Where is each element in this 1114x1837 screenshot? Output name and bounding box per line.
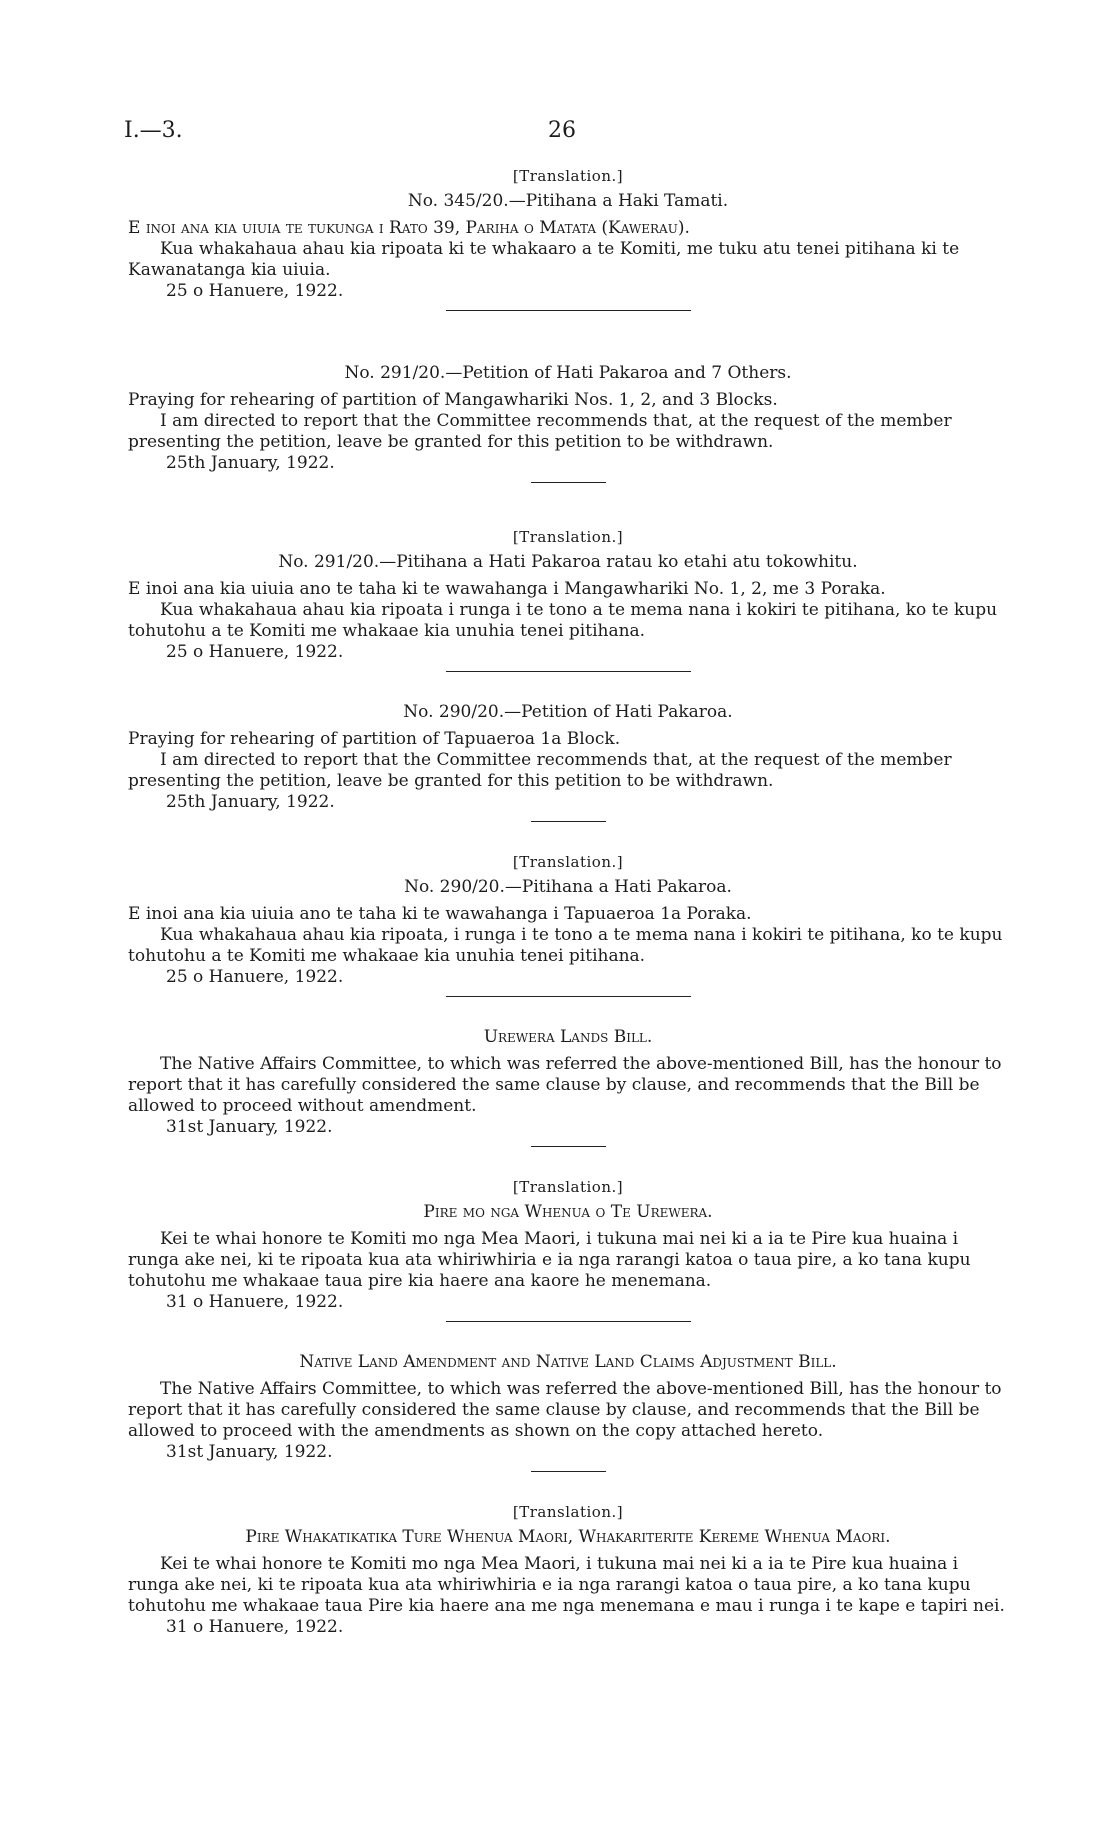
date-line: 25th January, 1922.: [166, 792, 335, 812]
report-text: I am directed to report that the Committee recommends that, at the request of the member presenting the petition, leave be granted for this petition to be withdrawn.: [128, 750, 952, 791]
section-title: Native Land Amendment and Native Land Claims Adjustment Bill.: [299, 1352, 837, 1372]
prayer-line: E inoi ana kia uiuia te tukunga i Rato 39, Pariha o Matata (Kawerau).: [128, 218, 690, 238]
section-urewera-bill: [128, 1027, 1008, 1147]
translation-label: [Translation.]: [512, 853, 624, 871]
date-line: 25th January, 1922.: [166, 453, 335, 473]
report-text: Kei te whai honore te Komiti mo nga Mea Maori, i tukuna mai nei ki a ia te Pire kua huaina i runga ake nei, ki te ripoata kua ata whiriwhiria e ia nga rarangi katoa o taua pire, a ko tana kupu tohutohu me whakaae taua Pire kia haere ana me nga menemana e mau i runga i te kape e tapiri nei.: [128, 1554, 1005, 1616]
page-number: 26: [548, 118, 576, 143]
report-text: Kei te whai honore te Komiti mo nga Mea Maori, i tukuna mai nei ki a ia te Pire kua huaina i runga ake nei, ki te ripoata kua ata whiriwhiria e ia nga rarangi katoa o taua pire, a ko tana kupu tohutohu me whakaae taua pire kia haere ana kaore he menemana.: [128, 1229, 971, 1291]
translation-label: [Translation.]: [512, 1503, 624, 1521]
section-290-petition: [128, 702, 1008, 822]
section-title: Pire Whakatikatika Ture Whenua Maori, Whakariterite Kereme Whenua Maori.: [245, 1527, 891, 1547]
date-line: 31st January, 1922.: [166, 1442, 333, 1462]
section-345-translation: [128, 166, 1008, 311]
section-native-land-bill: [128, 1352, 1008, 1472]
prayer-line: Praying for rehearing of partition of Tapuaeroa 1a Block.: [128, 729, 621, 749]
section-title: No. 291/20.—Petition of Hati Pakaroa and 7 Others.: [344, 363, 792, 383]
section-title: Pire mo nga Whenua o Te Urewera.: [423, 1202, 713, 1222]
report-text: I am directed to report that the Committee recommends that, at the request of the member presenting the petition, leave be granted for this petition to be withdrawn.: [128, 411, 952, 452]
date-line: 31 o Hanuere, 1922.: [166, 1617, 344, 1637]
prayer-line: Praying for rehearing of partition of Mangawhariki Nos. 1, 2, and 3 Blocks.: [128, 390, 778, 410]
prayer-line: E inoi ana kia uiuia ano te taha ki te wawahanga i Tapuaeroa 1a Poraka.: [128, 904, 752, 924]
parliamentary-paper-ref: I.—3.: [124, 118, 183, 143]
report-text: The Native Affairs Committee, to which was referred the above-mentioned Bill, has the honour to report that it has carefully considered the same clause by clause, and recommends that the Bill be allowed to proceed without amendment.: [128, 1054, 1002, 1116]
section-title: Urewera Lands Bill.: [483, 1027, 653, 1047]
date-line: 25 o Hanuere, 1922.: [166, 967, 344, 987]
prayer-line: E inoi ana kia uiuia ano te taha ki te wawahanga i Mangawhariki No. 1, 2, me 3 Poraka.: [128, 579, 886, 599]
page-content: [128, 166, 1008, 1638]
section-291-translation: [128, 527, 1008, 672]
report-text: Kua whakahaua ahau kia ripoata ki te whakaaro a te Komiti, me tuku atu tenei pitihana ki te Kawanatanga kia uiuia.: [128, 239, 960, 280]
section-title: No. 345/20.—Pitihana a Haki Tamati.: [407, 191, 729, 211]
translation-label: [Translation.]: [512, 528, 624, 546]
date-line: 25 o Hanuere, 1922.: [166, 642, 344, 662]
section-290-translation: [128, 852, 1008, 997]
section-title: No. 290/20.—Pitihana a Hati Pakaroa.: [404, 877, 732, 897]
report-text: The Native Affairs Committee, to which was referred the above-mentioned Bill, has the honour to report that it has carefully considered the same clause by clause, and recommends that the Bill be allowed to proceed with the amendments as shown on the copy attached hereto.: [128, 1379, 1002, 1441]
report-text: Kua whakahaua ahau kia ripoata i runga i te tono a te mema nana i kokiri te pitihana, ko te kupu tohutohu a te Komiti me whakaae kia unuhia tenei pitihana.: [128, 600, 998, 641]
section-urewera-translation: [128, 1177, 1008, 1322]
section-title: No. 291/20.—Pitihana a Hati Pakaroa ratau ko etahi atu tokowhitu.: [278, 552, 858, 572]
section-291-petition: [128, 363, 1008, 483]
section-title: No. 290/20.—Petition of Hati Pakaroa.: [403, 702, 733, 722]
date-line: 31 o Hanuere, 1922.: [166, 1292, 344, 1312]
translation-label: [Translation.]: [512, 167, 624, 185]
translation-label: [Translation.]: [512, 1178, 624, 1196]
date-line: 25 o Hanuere, 1922.: [166, 281, 344, 301]
date-line: 31st January, 1922.: [166, 1117, 333, 1137]
report-text: Kua whakahaua ahau kia ripoata, i runga i te tono a te mema nana i kokiri te pitihana, ko te kupu tohutohu a te Komiti me whakaae kia unuhia tenei pitihana.: [128, 925, 1003, 966]
section-native-land-translation: [128, 1502, 1008, 1638]
